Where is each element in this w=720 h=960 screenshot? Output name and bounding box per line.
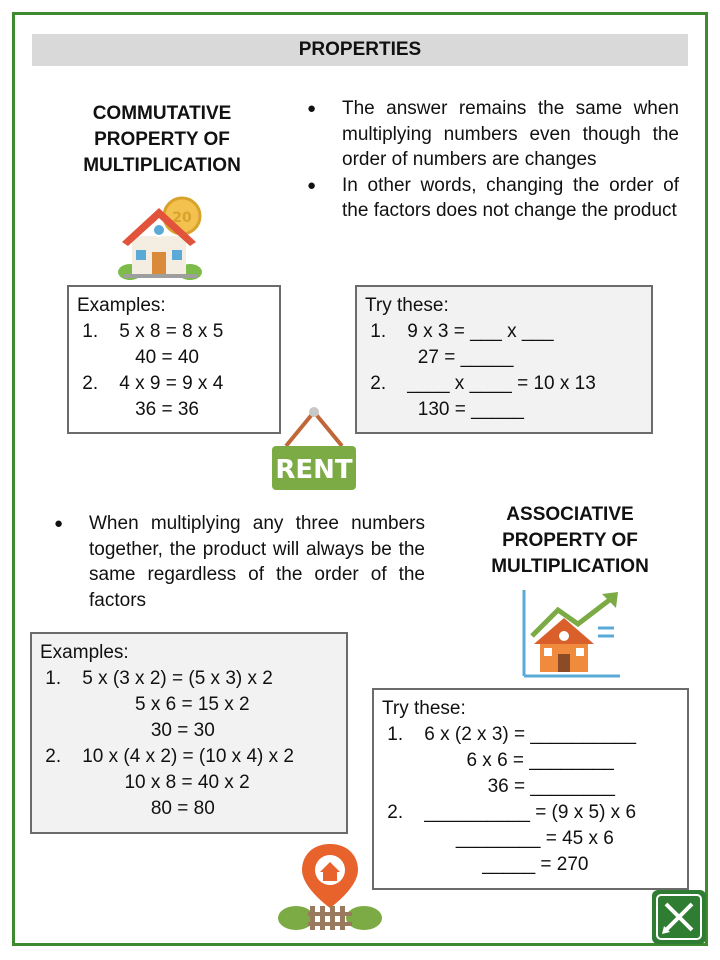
try-line: 130 = _____	[365, 399, 524, 420]
commutative-heading-line: PROPERTY OF	[94, 129, 230, 150]
location-pin-house-icon	[278, 842, 382, 932]
associative-heading-line: MULTIPLICATION	[491, 556, 649, 577]
commutative-heading-line: MULTIPLICATION	[83, 155, 241, 176]
associative-bullet-list	[52, 511, 425, 613]
page-title: PROPERTIES	[32, 34, 688, 66]
commutative-heading-line: COMMUTATIVE	[92, 103, 232, 124]
associative-heading-line: ASSOCIATIVE	[506, 504, 634, 525]
example-line: 1. 5 x (3 x 2) = (5 x 3) x 2	[40, 668, 273, 689]
examples-title: Examples:	[40, 642, 129, 663]
bullet-item: ● In other words, changing the order of the factors does not change the product	[305, 173, 679, 224]
bullet-item: ● When multiplying any three numbers together, the product will always be the same regardless of the order of the factors	[52, 511, 425, 613]
example-line: 80 = 80	[40, 798, 215, 819]
example-line: 30 = 30	[40, 720, 215, 741]
rent-sign-text: RENT	[275, 455, 353, 485]
try-line: 1. 9 x 3 = ___ x ___	[365, 321, 554, 342]
try-line: 6 x 6 = ________	[382, 750, 614, 771]
example-line: 10 x 8 = 40 x 2	[40, 772, 250, 793]
example-line: 2. 4 x 9 = 9 x 4	[77, 373, 224, 394]
try-line: 2. __________ = (9 x 5) x 6	[382, 802, 637, 823]
try-line: 2. ____ x ____ = 10 x 13	[365, 373, 596, 394]
house-coin-icon	[118, 192, 204, 280]
example-line: 1. 5 x 8 = 8 x 5	[77, 321, 224, 342]
associative-examples-box	[30, 632, 348, 834]
try-line: _____ = 270	[382, 854, 589, 875]
commutative-bullet-list	[305, 96, 679, 224]
coin-label: 20	[172, 210, 192, 226]
try-line: 27 = _____	[365, 347, 514, 368]
commutative-try-box	[355, 285, 653, 434]
commutative-heading	[62, 101, 262, 179]
commutative-examples-box	[67, 285, 281, 434]
try-title: Try these:	[365, 295, 449, 316]
try-line: 36 = ________	[382, 776, 615, 797]
associative-heading-line: PROPERTY OF	[502, 530, 638, 551]
try-line: ________ = 45 x 6	[382, 828, 614, 849]
try-line: 1. 6 x (2 x 3) = __________	[382, 724, 637, 745]
rent-sign-icon	[270, 404, 358, 494]
house-growth-icon	[518, 588, 622, 680]
associative-try-box	[372, 688, 689, 890]
associative-heading	[470, 502, 670, 580]
example-line: 40 = 40	[77, 347, 199, 368]
examples-title: Examples:	[77, 295, 166, 316]
example-line: 36 = 36	[77, 399, 199, 420]
example-line: 2. 10 x (4 x 2) = (10 x 4) x 2	[40, 746, 294, 767]
brand-logo-icon	[652, 890, 706, 944]
try-title: Try these:	[382, 698, 466, 719]
bullet-item: ● The answer remains the same when multiplying numbers even though the order of numbers are changes	[305, 96, 679, 173]
example-line: 5 x 6 = 15 x 2	[40, 694, 250, 715]
